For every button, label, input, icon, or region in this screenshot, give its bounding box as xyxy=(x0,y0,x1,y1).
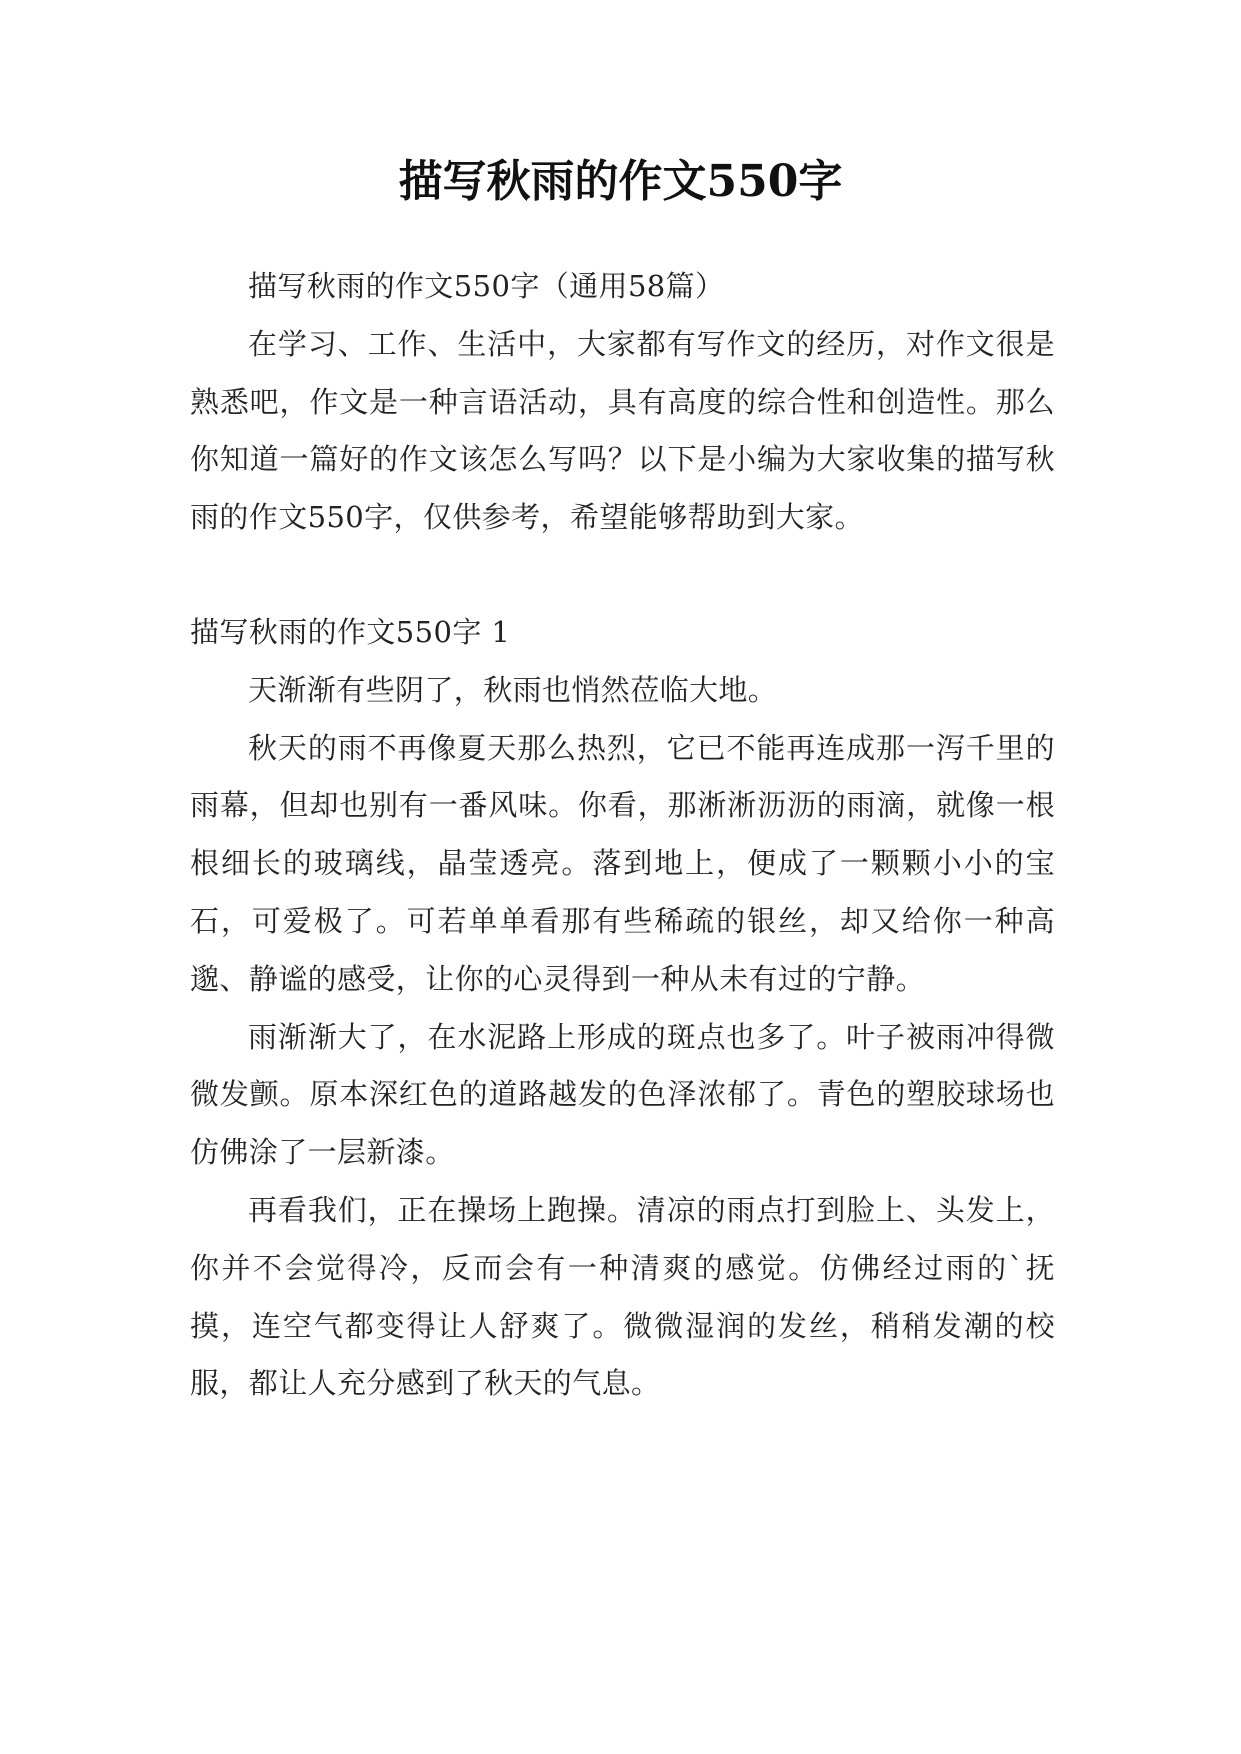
section-heading: 描写秋雨的作文550字 1 xyxy=(190,614,511,649)
document-title: 描写秋雨的作文550字 xyxy=(398,156,843,207)
document-body xyxy=(190,258,1055,1413)
intro-paragraph: 在学习、工作、生活中，大家都有写作文的经历，对作文很是熟悉吧，作文是一种言语活动，具有高度的综合性和创造性。那么你知道一篇好的作文该怎么写吗？以下是小编为大家收集的描写秋雨的作文550字，仅供参考，希望能够帮助到大家。 xyxy=(190,326,1055,535)
section-gap xyxy=(190,547,1055,604)
paragraph-1: 天渐渐有些阴了，秋雨也悄然莅临大地。 xyxy=(248,672,778,707)
paragraph-2: 秋天的雨不再像夏天那么热烈，它已不能再连成那一泻千里的雨幕，但却也别有一番风味。你看，那淅淅沥沥的雨滴，就像一根根细长的玻璃线，晶莹透亮。落到地上，便成了一颗颗小小的宝石，可爱极了。可若单单看那有些稀疏的银丝，却又给你一种高邈、静谧的感受，让你的心灵得到一种从未有过的宁静。 xyxy=(190,730,1055,996)
paragraph-3: 雨渐渐大了，在水泥路上形成的斑点也多了。叶子被雨冲得微微发颤。原本深红色的道路越发的色泽浓郁了。青色的塑胶球场也仿佛涂了一层新漆。 xyxy=(190,1019,1055,1170)
subtitle: 描写秋雨的作文550字（通用58篇） xyxy=(248,269,725,303)
paragraph-4: 再看我们，正在操场上跑操。清凉的雨点打到脸上、头发上，你并不会觉得冷，反而会有一种清爽的感觉。仿佛经过雨的`抚摸，连空气都变得让人舒爽了。微微湿润的发丝，稍稍发潮的校服，都让人充分感到了秋天的气息。 xyxy=(190,1192,1055,1401)
